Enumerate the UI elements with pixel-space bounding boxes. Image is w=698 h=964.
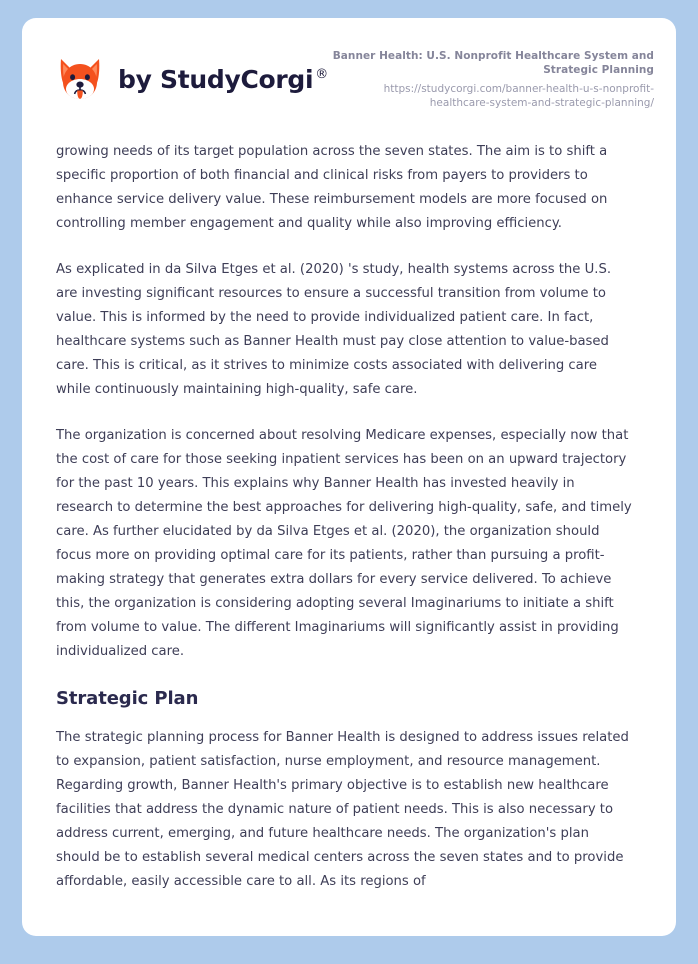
document-body (22, 140, 676, 894)
corgi-face-icon (56, 55, 104, 103)
paragraph: The organization is concerned about resolving Medicare expenses, especially now that the cost of care for those seeking inpatient services has been on an upward trajectory for the past 10 years. This explains why Banner Health has invested heavily in research to determine the best approaches for delivering high-quality, safe, and timely care. As further elucidated by da Silva Etges et al. (2020), the organization should focus more on providing optimal care for its patients, rather than pursuing a profit-making strategy that generates extra dollars for every service delivered. To achieve this, the organization is considering adopting several Imaginariums to initiate a shift from volume to value. The different Imaginariums will significantly assist in providing individualized care. (56, 428, 632, 659)
paragraph: growing needs of its target population across the seven states. The aim is to shift a specific proportion of both financial and clinical risks from payers to providers to enhance service delivery value. These reimbursement models are more focused on controlling member engagement and quality while also improving efficiency. (56, 144, 608, 231)
paragraph: The strategic planning process for Banner Health is designed to address issues related to expansion, patient satisfaction, nurse employment, and resource management. Regarding growth, Banner Health's primary objective is to establish new healthcare facilities that address the dynamic nature of patient needs. This is also necessary to address current, emerging, and future healthcare needs. The organization's plan should be to establish several medical centers across the seven states and to provide affordable, easily accessible care to all. As its regions of (56, 730, 629, 889)
registered-trademark-icon: ® (315, 67, 328, 83)
document-title: Banner Health: U.S. Nonprofit Healthcare System and Strategic Planning (332, 49, 654, 76)
section-heading: Strategic Plan (56, 688, 199, 709)
document-source-url: https://studycorgi.com/banner-health-u-s-nonprofit-healthcare-system-and-strategic-planning/ (383, 82, 654, 109)
brand-wordmark (118, 65, 328, 94)
paragraph: As explicated in da Silva Etges et al. (2020) 's study, health systems across the U.S. are investing significant resources to ensure a successful transition from volume to value. This is informed by the need to provide individualized patient care. In fact, healthcare systems such as Banner Health must pay close attention to value-based care. This is critical, as it strives to minimize costs associated with delivering care while continuously maintaining high-quality, safe care. (56, 262, 612, 397)
brand-logo-block (56, 55, 328, 103)
brand-wordmark-text: by StudyCorgi (118, 64, 314, 94)
document-header (22, 18, 676, 140)
document-meta (328, 49, 654, 110)
document-page-card (22, 18, 676, 936)
